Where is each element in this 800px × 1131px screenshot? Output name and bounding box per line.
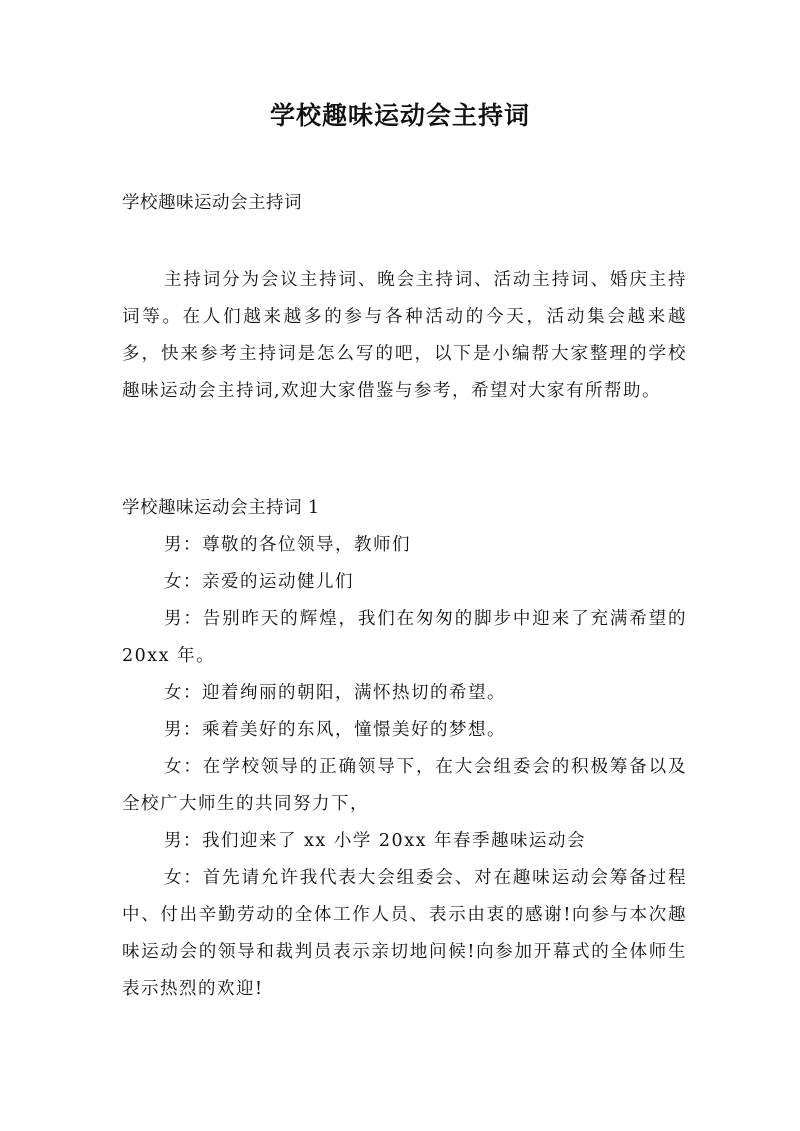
dialogue-line: 女：亲爱的运动健儿们 xyxy=(164,572,354,592)
intro-paragraph: 主持词分为会议主持词、晚会主持词、活动主持词、婚庆主持词等。在人们越来越多的参与各种活动的今天，活动集会越来越多，快来参考主持词是怎么写的吧，以下是小编帮大家整理的学校趣味运动会主持词,欢迎大家借鉴与参考，希望对大家有所帮助。 xyxy=(122,270,687,401)
dialogue-line: 男：乘着美好的东风，憧憬美好的梦想。 xyxy=(164,720,506,740)
dialogue-line: 男：尊敬的各位领导，教师们 xyxy=(164,535,411,555)
speech-section xyxy=(122,490,687,1008)
dialogue-line: 男：告别昨天的辉煌，我们在匆匆的脚步中迎来了充满希望的 20xx 年。 xyxy=(122,609,687,666)
section-title: 学校趣味运动会主持词 1 xyxy=(122,498,320,518)
dialogue-line: 女：迎着绚丽的朝阳，满怀热切的希望。 xyxy=(164,683,506,703)
document-subtitle: 学校趣味运动会主持词 xyxy=(122,193,302,213)
document-title: 学校趣味运动会主持词 xyxy=(269,101,530,130)
dialogue-line: 女：在学校领导的正确领导下，在大会组委会的积极筹备以及全校广大师生的共同努力下， xyxy=(122,757,687,814)
dialogue-line: 女：首先请允许我代表大会组委会、对在趣味运动会筹备过程中、付出辛勤劳动的全体工作人员、表示由衷的感谢!向参与本次趣味运动会的领导和裁判员表示亲切地问候!向参加开幕式的全体师生表示热烈的欢迎! xyxy=(122,868,687,999)
dialogue-line: 男：我们迎来了 xx 小学 20xx 年春季趣味运动会 xyxy=(164,831,586,851)
